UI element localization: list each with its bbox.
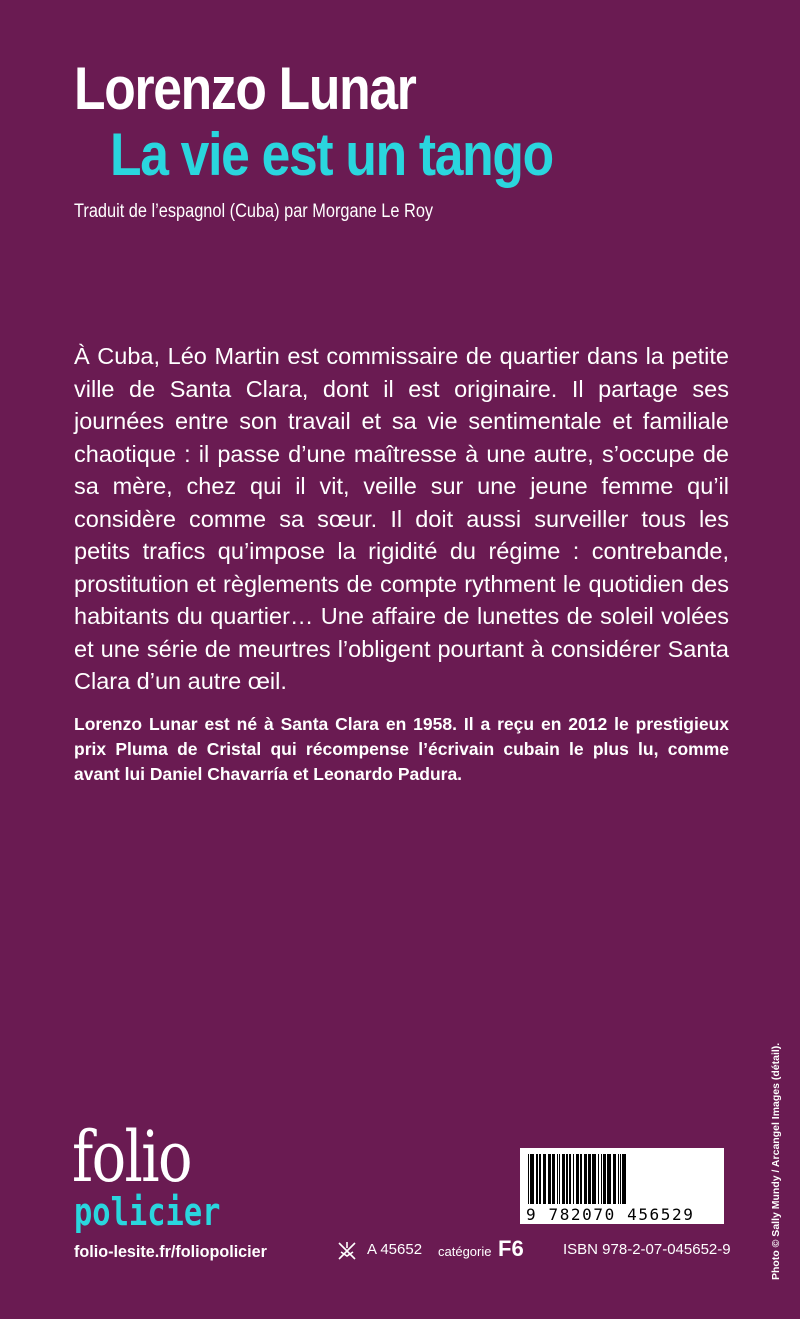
publisher-logo-folio: folio (72, 1116, 191, 1198)
synopsis: À Cuba, Léo Martin est commissaire de quartier dans la petite ville de Santa Clara, dont il est originaire. Il partage ses journées entre son travail et sa vie sentimentale et familiale chaotique : il passe d’une maîtresse à une autre, s’occupe de sa mère, chez qui il vit, veille sur une jeune femme qu’il considère comme sa sœur. Il doit aussi surveiller tous les petits trafics qu’impose la rigidité du régime : contrebande, prostitution et règlements de compte rythment le quotidien des habitants du quartier… Une affaire de lunettes de soleil volées et une série de meurtres l’obligent pourtant à considérer Santa Clara d’un autre œil. (74, 343, 729, 694)
barcode-bar (557, 1154, 558, 1204)
barcode-bar (584, 1154, 587, 1204)
photo-credit: Photo © Sally Mundy / Arcangel Images (détail). (770, 1042, 782, 1280)
barcode-bar (548, 1154, 551, 1204)
publisher-website: folio-lesite.fr/foliopolicier (74, 1242, 267, 1261)
barcode-bar (576, 1154, 579, 1204)
barcode-bar (580, 1154, 582, 1204)
barcode-bar (573, 1154, 574, 1204)
barcode-bar (539, 1154, 541, 1204)
barcode-bar (613, 1154, 616, 1204)
author-name: Lorenzo Lunar (74, 55, 416, 122)
barcode-bar (536, 1154, 538, 1204)
barcode-bar (543, 1154, 546, 1204)
publisher-mark-icon (336, 1240, 358, 1262)
category-value: F6 (498, 1236, 524, 1261)
category-label: catégorie (438, 1244, 492, 1259)
barcode-bar (562, 1154, 565, 1204)
barcode-bar (566, 1154, 568, 1204)
photo-credit-area (770, 1000, 790, 1280)
catalog-code: A 45652 (367, 1241, 423, 1258)
barcode-bar (607, 1154, 611, 1204)
barcode-bar (530, 1154, 534, 1204)
barcode-bar (528, 1154, 529, 1204)
barcode-bar (622, 1154, 626, 1204)
publisher-logo-policier: policier (74, 1190, 221, 1234)
barcode-bar (598, 1154, 599, 1204)
barcode-bar (620, 1154, 621, 1204)
barcode-bar (588, 1154, 591, 1204)
barcode-bar (603, 1154, 606, 1204)
book-title: La vie est un tango (110, 121, 553, 188)
barcode-bar (601, 1154, 602, 1204)
barcode-bar (552, 1154, 555, 1204)
isbn-text: ISBN 978-2-07-045652-9 (563, 1241, 731, 1258)
barcode-number: 9 782070 456529 (526, 1205, 695, 1224)
isbn-barcode (520, 1148, 724, 1224)
barcode-bars (526, 1154, 718, 1204)
barcode-bar (569, 1154, 571, 1204)
translator-credit: Traduit de l’espagnol (Cuba) par Morgane Le Roy (74, 201, 434, 222)
barcode-bar (559, 1154, 560, 1204)
barcode-bar (592, 1154, 596, 1204)
barcode-bar (618, 1154, 619, 1204)
author-bio: Lorenzo Lunar est né à Santa Clara en 1958. Il a reçu en 2012 le prestigieux prix Pluma de Cristal qui récompense l’écrivain cubain le plus lu, comme avant lui Daniel Chavarría et Leonardo Padura. (74, 714, 729, 784)
